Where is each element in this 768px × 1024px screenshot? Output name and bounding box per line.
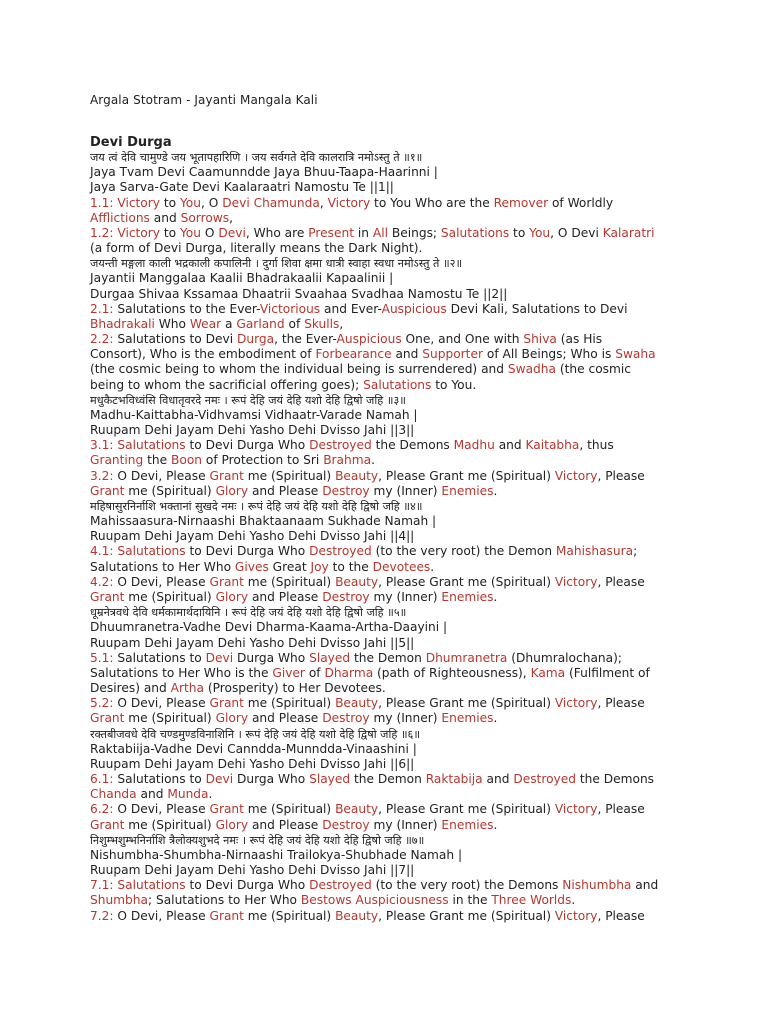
- highlighted-word: Kaitabha: [525, 438, 580, 453]
- text-segment: me (Spiritual): [243, 802, 336, 817]
- text-segment: Salutations to Her Who is the: [90, 665, 273, 680]
- highlighted-word: Glory: [215, 817, 249, 832]
- text-segment: Salutations to: [117, 650, 206, 665]
- highlighted-word: Three Worlds: [491, 893, 572, 908]
- text-line: [90, 317, 710, 332]
- highlighted-word: 4.2:: [90, 574, 118, 589]
- highlighted-word: Auspicious: [336, 332, 402, 347]
- highlighted-word: Victory: [554, 908, 598, 923]
- text-segment: and Please: [248, 817, 323, 832]
- text-segment: .: [493, 589, 498, 604]
- highlighted-word: 7.2:: [90, 908, 118, 923]
- text-segment: O Devi, Please: [117, 908, 210, 923]
- highlighted-word: You: [529, 225, 551, 240]
- text-segment: , Please: [597, 802, 645, 817]
- text-segment: to: [509, 225, 530, 240]
- text-segment: a: [221, 316, 237, 331]
- highlighted-word: Grant: [209, 574, 244, 589]
- text-segment: One, and One with: [401, 332, 524, 347]
- highlighted-word: 1.2:: [90, 225, 118, 240]
- highlighted-word: Kama: [530, 665, 566, 680]
- highlighted-word: Enemies: [441, 711, 494, 726]
- text-line: [90, 787, 710, 802]
- text-line: [90, 196, 710, 211]
- highlighted-word: Grant: [90, 711, 125, 726]
- text-segment: , Who are: [245, 225, 309, 240]
- text-segment: and Please: [248, 589, 323, 604]
- highlighted-word: Nishumbha: [562, 878, 632, 893]
- text-segment: , O Devi: [550, 225, 603, 240]
- highlighted-word: Glory: [215, 483, 249, 498]
- text-segment: Durga Who: [233, 650, 310, 665]
- text-segment: Durgaa Shivaa Kssamaa Dhaatrii Svaahaa Svadhaa Namostu Te ||2||: [90, 286, 508, 301]
- highlighted-word: Destroy: [322, 483, 370, 498]
- text-line: [90, 423, 710, 438]
- text-segment: of Worldly: [548, 195, 614, 210]
- text-segment: Salutations to Her Who: [90, 559, 235, 574]
- text-line: [90, 757, 710, 772]
- highlighted-word: Forbearance: [315, 347, 392, 362]
- highlighted-word: Artha: [170, 681, 204, 696]
- highlighted-word: 7.1:: [90, 878, 118, 893]
- text-segment: the Demon: [350, 650, 426, 665]
- text-segment: , Please Grant me (Spiritual): [378, 802, 555, 817]
- text-segment: (Fulfilment of: [565, 665, 650, 680]
- highlighted-word: 3.1:: [90, 438, 118, 453]
- text-line: [90, 651, 710, 666]
- text-segment: of Protection to Sri: [202, 453, 324, 468]
- text-segment: , Please: [597, 696, 645, 711]
- highlighted-word: Skulls: [304, 316, 340, 331]
- highlighted-word: Boon: [171, 453, 203, 468]
- highlighted-word: Destroy: [322, 589, 370, 604]
- highlighted-word: Enemies: [441, 817, 494, 832]
- sanskrit-verse-line: [90, 833, 710, 848]
- text-segment: (the cosmic: [555, 362, 631, 377]
- text-segment: Consort), Who is the embodiment of: [90, 347, 316, 362]
- text-line: [90, 544, 710, 559]
- text-segment: .: [571, 893, 576, 908]
- verse-text-body: [90, 150, 710, 924]
- text-line: [90, 180, 710, 195]
- text-line: [90, 362, 710, 377]
- highlighted-word: Swaha: [615, 347, 656, 362]
- text-segment: me (Spiritual): [243, 468, 336, 483]
- highlighted-word: Devotees: [372, 559, 431, 574]
- text-segment: .: [371, 453, 375, 468]
- highlighted-word: 3.2:: [90, 468, 118, 483]
- text-segment: , Please: [597, 468, 645, 483]
- text-segment: (to the very root) the Demons: [371, 878, 563, 893]
- highlighted-word: Present: [308, 225, 354, 240]
- text-segment: me (Spiritual): [124, 711, 216, 726]
- highlighted-word: Glory: [215, 589, 249, 604]
- highlighted-word: Grant: [209, 802, 244, 817]
- highlighted-word: Salutations: [117, 438, 186, 453]
- highlighted-word: Joy: [310, 559, 329, 574]
- highlighted-word: Destroyed: [513, 772, 576, 787]
- text-segment: (Prosperity) to Her Devotees.: [203, 681, 386, 696]
- highlighted-word: Slayed: [309, 772, 351, 787]
- text-segment: to You.: [431, 377, 477, 392]
- text-segment: महिषासुरनिर्नाशि भक्तानां सुखदे नमः । रूपं देहि जयं देहि यशो देहि द्विषो जहि ॥४॥: [90, 499, 423, 513]
- text-line: [90, 818, 710, 833]
- highlighted-word: Mahishasura: [555, 544, 634, 559]
- text-segment: निशुम्भशुम्भनिर्नाशि त्रैलोक्यशुभदे नमः । रूपं देहि जयं देहि यशो देहि द्विषो जहि ॥७॥: [90, 833, 425, 847]
- sanskrit-verse-line: [90, 256, 710, 271]
- text-segment: , Please Grant me (Spiritual): [378, 574, 555, 589]
- highlighted-word: Beauty: [335, 574, 379, 589]
- text-line: [90, 575, 710, 590]
- text-segment: .: [493, 817, 498, 832]
- highlighted-word: Glory: [215, 711, 249, 726]
- text-segment: and: [482, 772, 514, 787]
- highlighted-word: Shiva: [523, 332, 557, 347]
- text-segment: ,: [229, 210, 233, 225]
- text-segment: me (Spiritual): [243, 574, 336, 589]
- text-segment: Ruupam Dehi Jayam Dehi Yasho Dehi Dvisso Jahi ||4||: [90, 529, 415, 544]
- text-line: [90, 347, 710, 362]
- text-segment: to Devi Durga Who: [185, 878, 310, 893]
- text-segment: my (Inner): [369, 483, 442, 498]
- highlighted-word: Enemies: [441, 589, 494, 604]
- text-line: [90, 241, 710, 256]
- text-segment: Durga Who: [233, 772, 310, 787]
- text-segment: Salutations to the Ever-: [117, 301, 260, 316]
- text-segment: Nishumbha-Shumbha-Nirnaashi Trailokya-Shubhade Namah |: [90, 847, 463, 862]
- text-line: [90, 453, 710, 468]
- text-segment: Great: [268, 559, 311, 574]
- highlighted-word: Victory: [554, 468, 598, 483]
- text-segment: ;: [633, 544, 638, 559]
- highlighted-word: Bhadrakali: [90, 316, 155, 331]
- text-segment: me (Spiritual): [124, 817, 216, 832]
- text-segment: my (Inner): [369, 711, 442, 726]
- text-segment: and: [631, 878, 659, 893]
- highlighted-word: Devi: [205, 772, 234, 787]
- text-segment: , thus: [579, 438, 614, 453]
- highlighted-word: Bestows Auspiciousness: [300, 893, 449, 908]
- highlighted-word: 2.1:: [90, 301, 118, 316]
- text-segment: , Please Grant me (Spiritual): [378, 908, 555, 923]
- highlighted-word: Devi: [218, 225, 246, 240]
- text-line: [90, 302, 710, 317]
- highlighted-word: Kalaratri: [602, 225, 655, 240]
- text-segment: .: [493, 483, 498, 498]
- text-segment: in: [354, 225, 373, 240]
- text-segment: .: [493, 711, 498, 726]
- highlighted-word: Destroy: [322, 711, 370, 726]
- text-segment: of: [284, 316, 305, 331]
- highlighted-word: You: [179, 225, 201, 240]
- highlighted-word: Supporter: [422, 347, 483, 362]
- text-line: [90, 484, 710, 499]
- text-segment: O Devi, Please: [117, 468, 210, 483]
- highlighted-word: Gives: [234, 559, 269, 574]
- text-line: [90, 878, 710, 893]
- highlighted-word: Madhu: [453, 438, 495, 453]
- text-line: [90, 287, 710, 302]
- text-segment: and: [136, 787, 168, 802]
- highlighted-word: 5.2:: [90, 696, 118, 711]
- highlighted-word: Salutations: [363, 377, 432, 392]
- text-segment: to You Who are the: [370, 195, 494, 210]
- text-segment: धूम्रनेत्रवधे देवि धर्मकामार्थदायिनि । रूपं देहि जयं देहि यशो देहि द्विषो जहि ॥५॥: [90, 606, 407, 620]
- highlighted-word: Destroyed: [309, 544, 372, 559]
- highlighted-word: Salutations: [117, 878, 186, 893]
- text-line: [90, 211, 710, 226]
- text-segment: , Please Grant me (Spiritual): [378, 468, 555, 483]
- text-segment: (the cosmic being to whom the individual being is surrendered) and: [90, 362, 508, 377]
- highlighted-word: Remover: [493, 195, 549, 210]
- text-segment: , Please Grant me (Spiritual): [378, 696, 555, 711]
- text-line: [90, 226, 710, 241]
- text-segment: my (Inner): [369, 589, 442, 604]
- text-segment: Ruupam Dehi Jayam Dehi Yasho Dehi Dvisso Jahi ||7||: [90, 863, 415, 878]
- text-segment: the Demons: [371, 438, 454, 453]
- section-heading: Devi Durga: [90, 135, 172, 150]
- text-line: [90, 909, 710, 924]
- highlighted-word: Victory: [554, 802, 598, 817]
- text-segment: my (Inner): [369, 817, 442, 832]
- text-segment: and: [391, 347, 423, 362]
- text-segment: , O: [201, 195, 223, 210]
- highlighted-word: Grant: [90, 817, 125, 832]
- highlighted-word: Victory: [554, 574, 598, 589]
- text-line: [90, 742, 710, 757]
- text-segment: Jaya Sarva-Gate Devi Kaalaraatri Namostu Te ||1||: [90, 180, 394, 195]
- text-line: [90, 848, 710, 863]
- text-segment: Dhuumranetra-Vadhe Devi Dharma-Kaama-Artha-Daayini |: [90, 620, 448, 635]
- text-segment: me (Spiritual): [243, 696, 336, 711]
- text-line: [90, 666, 710, 681]
- highlighted-word: Dhumranetra: [425, 650, 508, 665]
- text-segment: O Devi, Please: [117, 802, 210, 817]
- text-segment: in the: [448, 893, 492, 908]
- text-segment: , Please: [597, 908, 645, 923]
- highlighted-word: All: [372, 225, 388, 240]
- text-segment: (Dhumralochana);: [507, 650, 622, 665]
- text-segment: जयन्ती मङ्गला काली भद्रकाली कपालिनी । दुर्गा शिवा क्षमा धात्री स्वाहा स्वधा नमोऽस्तु ते ॥२॥: [90, 257, 463, 271]
- highlighted-word: Destroyed: [309, 438, 372, 453]
- highlighted-word: Granting: [90, 453, 144, 468]
- highlighted-word: Victory: [117, 195, 160, 210]
- highlighted-word: Grant: [90, 589, 125, 604]
- text-line: [90, 636, 710, 651]
- text-segment: to: [160, 225, 180, 240]
- text-segment: Mahissaasura-Nirnaashi Bhaktaanaam Sukhade Namah |: [90, 514, 437, 529]
- highlighted-word: Brahma: [323, 453, 372, 468]
- text-segment: मधुकैटभविध्वंसि विधातृवरदे नमः । रूपं देहि जयं देहि यशो देहि द्विषो जहि ॥३॥: [90, 393, 406, 407]
- text-segment: the: [143, 453, 172, 468]
- highlighted-word: Wear: [189, 316, 222, 331]
- highlighted-word: Enemies: [441, 483, 494, 498]
- text-segment: me (Spiritual): [124, 483, 216, 498]
- text-line: [90, 378, 710, 393]
- text-segment: ,: [319, 195, 328, 210]
- highlighted-word: Grant: [209, 468, 244, 483]
- text-segment: .: [430, 559, 435, 574]
- text-line: [90, 772, 710, 787]
- text-segment: O: [201, 225, 219, 240]
- text-line: [90, 271, 710, 286]
- text-line: [90, 711, 710, 726]
- text-line: [90, 620, 710, 635]
- highlighted-word: Devi: [205, 650, 234, 665]
- text-segment: Desires) and: [90, 681, 171, 696]
- highlighted-word: 6.1:: [90, 772, 118, 787]
- highlighted-word: Victory: [327, 195, 371, 210]
- text-segment: Jayantii Manggalaa Kaalii Bhadrakaalii Kapaalinii |: [90, 271, 394, 286]
- text-segment: Jaya Tvam Devi Caamunndde Jaya Bhuu-Taapa-Haarinni |: [90, 165, 438, 180]
- sanskrit-verse-line: [90, 605, 710, 620]
- highlighted-word: Beauty: [335, 696, 379, 711]
- text-line: [90, 514, 710, 529]
- text-segment: Who: [154, 316, 190, 331]
- text-segment: of All Beings; Who is: [482, 347, 616, 362]
- text-segment: to Devi Durga Who: [185, 544, 310, 559]
- text-segment: Salutations to Devi: [117, 332, 237, 347]
- highlighted-word: Beauty: [335, 802, 379, 817]
- highlighted-word: Chanda: [90, 787, 137, 802]
- highlighted-word: Raktabija: [425, 772, 483, 787]
- text-line: [90, 590, 710, 605]
- text-segment: (as His: [556, 332, 603, 347]
- text-segment: Devi Kali, Salutations to Devi: [446, 301, 628, 316]
- sanskrit-verse-line: [90, 393, 710, 408]
- text-segment: and: [494, 438, 526, 453]
- highlighted-word: Beauty: [335, 468, 379, 483]
- text-line: [90, 529, 710, 544]
- text-segment: Ruupam Dehi Jayam Dehi Yasho Dehi Dvisso Jahi ||5||: [90, 635, 415, 650]
- text-segment: and: [149, 210, 181, 225]
- highlighted-word: Sorrows: [180, 210, 230, 225]
- highlighted-word: Slayed: [309, 650, 351, 665]
- text-segment: (a form of Devi Durga, literally means the Dark Night).: [90, 241, 423, 256]
- highlighted-word: Salutations: [440, 225, 510, 240]
- text-segment: Ruupam Dehi Jayam Dehi Yasho Dehi Dvisso Jahi ||6||: [90, 756, 415, 771]
- text-segment: Raktabiija-Vadhe Devi Canndda-Munndda-Vinaashini |: [90, 741, 417, 756]
- highlighted-word: Victory: [117, 225, 160, 240]
- text-segment: to: [160, 195, 180, 210]
- highlighted-word: Beauty: [335, 908, 379, 923]
- highlighted-word: Auspicious: [381, 301, 447, 316]
- text-segment: O Devi, Please: [117, 574, 210, 589]
- text-segment: and Ever-: [320, 301, 382, 316]
- text-segment: and Please: [248, 483, 323, 498]
- text-line: [90, 893, 710, 908]
- text-line: [90, 863, 710, 878]
- highlighted-word: Grant: [209, 696, 244, 711]
- highlighted-word: Afflictions: [90, 210, 150, 225]
- sanskrit-verse-line: [90, 727, 710, 742]
- highlighted-word: 4.1:: [90, 544, 118, 559]
- highlighted-word: Munda: [167, 787, 209, 802]
- highlighted-word: Salutations: [117, 544, 186, 559]
- text-segment: ,: [339, 316, 344, 331]
- highlighted-word: Grant: [209, 908, 244, 923]
- text-segment: Ruupam Dehi Jayam Dehi Yasho Dehi Dvisso Jahi ||3||: [90, 423, 415, 438]
- text-line: [90, 408, 710, 423]
- highlighted-word: Devi Chamunda: [222, 195, 320, 210]
- text-segment: .: [208, 787, 213, 802]
- text-segment: being to whom the sacrificial offering goes);: [90, 377, 364, 392]
- text-segment: to the: [328, 559, 373, 574]
- sanskrit-verse-line: [90, 150, 710, 165]
- sanskrit-verse-line: [90, 499, 710, 514]
- highlighted-word: Victorious: [259, 301, 321, 316]
- highlighted-word: 5.1:: [90, 650, 118, 665]
- text-segment: me (Spiritual): [243, 908, 336, 923]
- highlighted-word: Dharma: [324, 665, 374, 680]
- text-segment: ; Salutations to Her Who: [148, 893, 301, 908]
- highlighted-word: You: [179, 195, 201, 210]
- highlighted-word: Garland: [236, 316, 285, 331]
- text-segment: the Demons: [576, 772, 655, 787]
- text-line: [90, 681, 710, 696]
- highlighted-word: Shumbha: [90, 893, 148, 908]
- text-segment: Salutations to: [117, 772, 206, 787]
- text-segment: the Demon: [350, 772, 426, 787]
- text-segment: to Devi Durga Who: [185, 438, 310, 453]
- highlighted-word: Durga: [236, 332, 275, 347]
- text-segment: and Please: [248, 711, 323, 726]
- text-line: [90, 560, 710, 575]
- text-line: [90, 696, 710, 711]
- text-line: [90, 438, 710, 453]
- highlighted-word: Grant: [90, 483, 125, 498]
- text-segment: जय त्वं देवि चामुण्डे जय भूतापहारिणि । जय सर्वगते देवि कालरात्रि नमोऽस्तु ते ॥१॥: [90, 151, 423, 164]
- text-segment: (to the very root) the Demon: [371, 544, 556, 559]
- highlighted-word: 2.2:: [90, 332, 118, 347]
- text-line: [90, 332, 710, 347]
- text-line: [90, 165, 710, 180]
- text-line: [90, 469, 710, 484]
- text-segment: (path of Righteousness),: [373, 665, 531, 680]
- highlighted-word: Victory: [554, 696, 598, 711]
- text-line: [90, 802, 710, 817]
- highlighted-word: 1.1:: [90, 195, 118, 210]
- text-segment: of: [304, 665, 325, 680]
- highlighted-word: Giver: [272, 665, 305, 680]
- text-segment: Madhu-Kaittabha-Vidhvamsi Vidhaatr-Varade Namah |: [90, 407, 418, 422]
- text-segment: , the Ever-: [274, 332, 337, 347]
- highlighted-word: Swadha: [507, 362, 556, 377]
- text-segment: Beings;: [387, 225, 441, 240]
- highlighted-word: 6.2:: [90, 802, 118, 817]
- highlighted-word: Destroy: [322, 817, 370, 832]
- text-segment: me (Spiritual): [124, 589, 216, 604]
- highlighted-word: Destroyed: [309, 878, 372, 893]
- text-segment: , Please: [597, 574, 645, 589]
- document-title: Argala Stotram - Jayanti Mangala Kali: [90, 93, 318, 107]
- text-segment: O Devi, Please: [117, 696, 210, 711]
- text-segment: रक्तबीजवधे देवि चण्डमुण्डविनाशिनि । रूपं देहि जयं देहि यशो देहि द्विषो जहि ॥६॥: [90, 727, 421, 741]
